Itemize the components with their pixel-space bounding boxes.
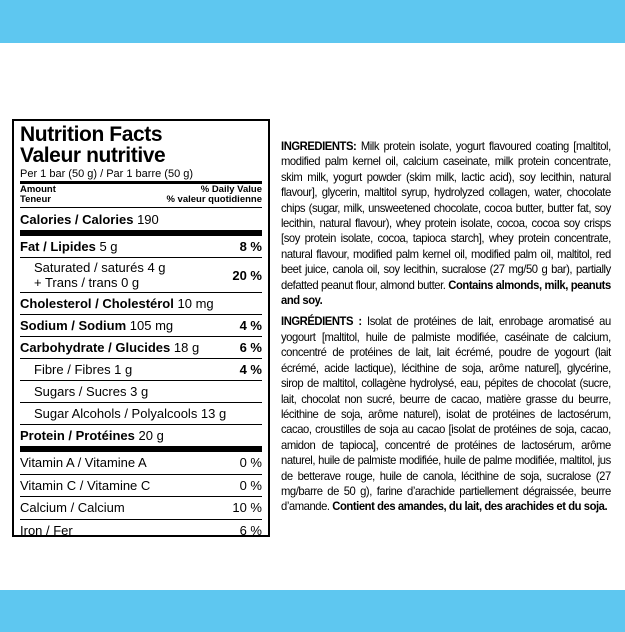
protein-value: 20 g	[138, 428, 164, 443]
vitamin-label: Iron / Fer	[20, 522, 73, 538]
serving-size: Per 1 bar (50 g) / Par 1 barre (50 g)	[20, 168, 194, 180]
nutrition-facts-panel	[12, 119, 270, 537]
bottom-color-band	[0, 590, 625, 632]
protein-row	[20, 424, 262, 446]
vitamin-row	[20, 496, 262, 519]
fat-label: Fat / Lipides	[20, 239, 96, 254]
sugar-alcohols-label: Sugar Alcohols / Polyalcools 13 g	[34, 406, 227, 421]
saturated-row	[20, 257, 262, 292]
ingredients-en-heading: INGREDIENTS:	[281, 140, 357, 153]
header-teneur: Teneur	[20, 194, 51, 205]
carbohydrate-row	[20, 336, 262, 358]
calories-label: Calories / Calories	[20, 211, 134, 227]
vitamin-label: Calcium / Calcium	[20, 500, 125, 516]
ingredients-block	[281, 139, 611, 515]
allergens-en: Contains almonds, milk, peanuts and soy.	[281, 278, 611, 308]
header-valeur-quotidienne: % valeur quotidienne	[166, 194, 262, 205]
cholesterol-label: Cholesterol / Cholestérol	[20, 296, 174, 311]
vitamin-pct: 0 %	[239, 477, 262, 493]
fat-pct: 8 %	[239, 239, 262, 254]
nutrition-title-en: Nutrition Facts	[20, 123, 163, 146]
carbohydrate-pct: 6 %	[239, 340, 262, 355]
allergens-fr: Contient des amandes, du lait, des arachides et du soja.	[332, 500, 608, 514]
sodium-row	[20, 314, 262, 336]
calories-row	[20, 208, 262, 230]
cholesterol-row	[20, 292, 262, 314]
carbohydrate-label: Carbohydrate / Glucides	[20, 340, 171, 355]
vitamin-row	[20, 519, 262, 542]
protein-label: Protein / Protéines	[20, 428, 135, 443]
fat-row	[20, 236, 262, 257]
cholesterol-value: 10 mg	[177, 296, 214, 311]
calories-value: 190	[137, 211, 159, 227]
ingredients-fr	[281, 314, 611, 514]
sodium-value: 105 mg	[129, 318, 174, 333]
sodium-pct: 4 %	[239, 318, 262, 333]
vitamin-row	[20, 452, 262, 474]
vitamin-label: Vitamin A / Vitamine A	[20, 455, 147, 471]
ingredients-en	[281, 139, 611, 308]
top-color-band	[0, 0, 625, 43]
column-header	[20, 184, 262, 207]
nutrition-title-fr: Valeur nutritive	[20, 144, 166, 167]
sodium-label: Sodium / Sodium	[20, 318, 127, 333]
fat-value: 5 g	[99, 239, 118, 254]
vitamin-row	[20, 474, 262, 497]
fibre-label: Fibre / Fibres 1 g	[34, 362, 133, 377]
ingredients-fr-heading: INGRÉDIENTS :	[281, 315, 362, 329]
ingredients-en-text: Milk protein isolate, yogurt flavoured coating [maltitol, modified palm kernel oil, calcium caseinate, milk protein concentrate, skim milk, yogurt powder (skim milk, lactic acid), soy lecithin, natural flavour], glycerin, maltitol syrup, hydrolyzed collagen, water, chocolate chips (sugar, milk, unsweetened chocolate, cocoa butter, butter fat, soy lecithin, natural flavour), whey protein isolate, cocoa, cocoa soy crisps [soy protein isolate, cocoa, tapioca starch], whey protein concentrate, natural flavour, modified palm kernel oil, modified palm oil, maltitol, red beet juice, canola oil, soy lecithin, sucralose (27 mg/50 g bar), partially defatted peanut flour, almond butter.	[281, 140, 611, 292]
vitamin-label: Vitamin C / Vitamine C	[20, 477, 151, 493]
sugar-alcohols-row	[20, 402, 262, 424]
ingredients-fr-text: Isolat de protéines de lait, enrobage aromatisé au yogourt [maltitol, huile de palmiste modifiée, caséinate de calcium, concentré de protéines de lait, lait écrémé, poudre de yogourt (lait écrémé, acide lactique), lécithine de soja, arôme naturel], glycérine, sirop de maltitol, collagène hydrolysé, eau, pépites de chocolat (sucre, lait, chocolat non sucré, beurre de cacao, matière grasse du beurre, lécithine de soja, arôme naturel), isolat de protéines de lactosérum, cacao, croustilles de soja au cacao [isolat de protéines de soja, cacao, amidon de tapioca], concentré de protéines de lactosérum, arôme naturel, huile de palmiste modifiée, huile de palme modifiée, maltitol, jus de betterave rouge, huile de canola, lécithine de soja, sucralose (27 mg/barre de 50 g), farine d’arachide partiellement dégraissée, beurre d’amande.	[281, 315, 611, 514]
vitamin-pct: 0 %	[239, 455, 262, 471]
sugars-label: Sugars / Sucres 3 g	[34, 384, 149, 399]
vitamin-pct: 6 %	[239, 522, 262, 538]
sugars-row	[20, 380, 262, 402]
vitamin-pct: 10 %	[232, 500, 262, 516]
saturated-label: Saturated / saturés 4 g	[34, 260, 166, 275]
fibre-row	[20, 358, 262, 380]
fibre-pct: 4 %	[239, 362, 262, 377]
trans-label: + Trans / trans 0 g	[34, 275, 140, 290]
saturated-pct: 20 %	[232, 267, 262, 283]
carbohydrate-value: 18 g	[173, 340, 200, 355]
header-daily-value: % Daily Value	[200, 184, 262, 195]
header-amount: Amount	[20, 184, 56, 195]
